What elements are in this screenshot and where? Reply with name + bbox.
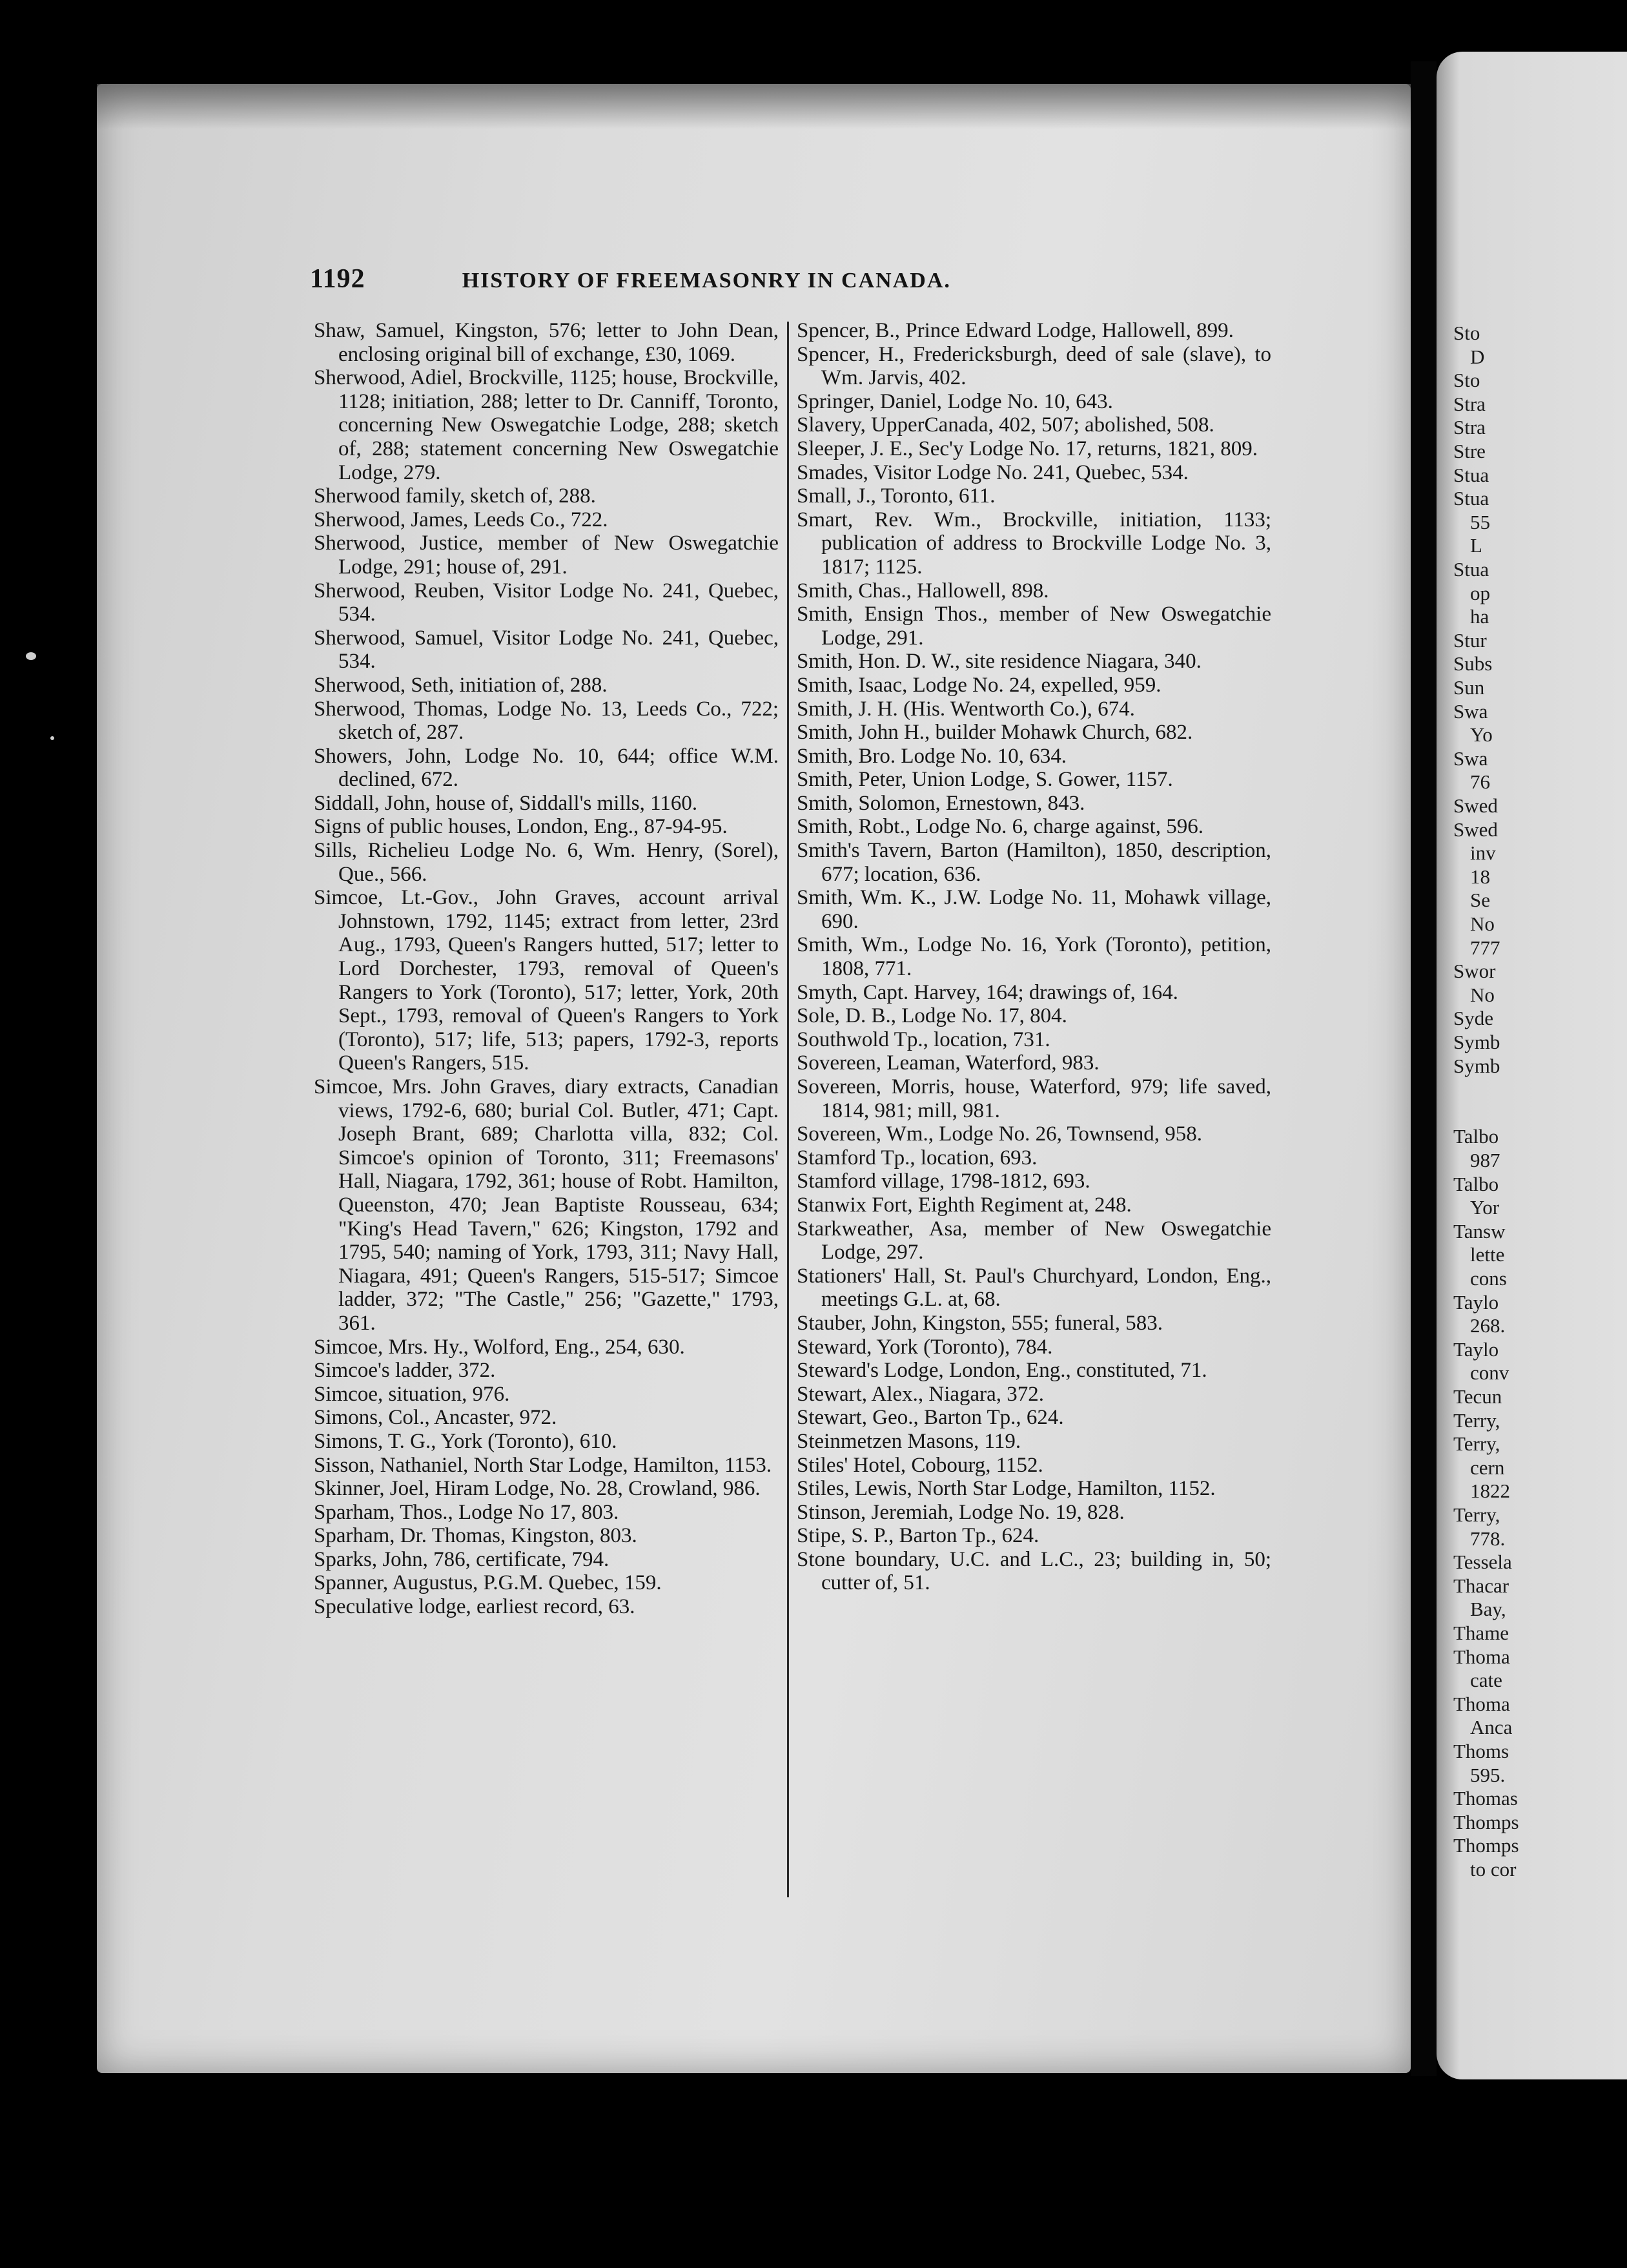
facing-page-fragment: Terry,: [1453, 1503, 1500, 1526]
facing-page-fragment: cons: [1470, 1267, 1507, 1290]
page-number: 1192: [310, 264, 365, 294]
index-entry: Stauber, John, Kingston, 555; funeral, 583.: [797, 1311, 1163, 1335]
index-entry: Smith, Wm., Lodge No. 16, York (Toronto), petition, 1808, 771.: [797, 933, 1271, 981]
index-entry: Simons, Col., Ancaster, 972.: [314, 1406, 557, 1430]
book-gutter: [1411, 61, 1437, 2076]
facing-page-fragment: Talbo: [1453, 1125, 1499, 1148]
facing-page-fragment: Swa: [1453, 747, 1488, 770]
index-entry: Smith, Solomon, Ernestown, 843.: [797, 791, 1085, 815]
facing-page-fragment: Stua: [1453, 558, 1489, 581]
facing-page-fragment: 76: [1470, 770, 1490, 794]
facing-page-fragment: Symb: [1453, 1031, 1500, 1053]
index-entry: Simons, T. G., York (Toronto), 610.: [314, 1429, 617, 1453]
index-entry: Sills, Richelieu Lodge No. 6, Wm. Henry, (Sorel), Que., 566.: [314, 839, 779, 886]
index-entry: Sisson, Nathaniel, North Star Lodge, Hamilton, 1153.: [314, 1453, 772, 1477]
facing-page-fragment: Thoma: [1453, 1692, 1510, 1715]
index-entry: Sole, D. B., Lodge No. 17, 804.: [797, 1004, 1067, 1028]
index-entry: Smith, Bro. Lodge No. 10, 634.: [797, 744, 1067, 768]
index-entry: Smart, Rev. Wm., Brockville, initiation, 1133; publication of address to Brockville Lodge No. 3, 1817; 1125.: [797, 508, 1271, 579]
facing-page-fragment: Tansw: [1453, 1219, 1506, 1242]
index-entry: Slavery, UpperCanada, 402, 507; abolished, 508.: [797, 413, 1214, 437]
facing-page-fragment: 987: [1470, 1149, 1500, 1171]
index-entry: Spanner, Augustus, P.G.M. Quebec, 159.: [314, 1571, 662, 1595]
index-entry: Stamford Tp., location, 693.: [797, 1146, 1038, 1170]
facing-page-fragment: Taylo: [1453, 1337, 1499, 1361]
index-entry: Smith, Peter, Union Lodge, S. Gower, 1157.: [797, 768, 1173, 792]
facing-page-fragment: Syde: [1453, 1007, 1493, 1030]
facing-page-fragment: 777: [1470, 936, 1500, 959]
index-entry: Stiles, Lewis, North Star Lodge, Hamilton, 1152.: [797, 1477, 1216, 1501]
index-entry: Sherwood, James, Leeds Co., 722.: [314, 508, 608, 531]
index-entry: Siddall, John, house of, Siddall's mills, 1160.: [314, 791, 698, 815]
facing-page-fragment: 778.: [1470, 1527, 1506, 1550]
index-entry: Steward, York (Toronto), 784.: [797, 1335, 1053, 1359]
scan-speck: [26, 652, 36, 660]
facing-page-fragment: D: [1470, 345, 1485, 368]
index-entry: Stipe, S. P., Barton Tp., 624.: [797, 1524, 1039, 1548]
facing-page-fragment: Subs: [1453, 652, 1493, 675]
facing-page-fragment: L: [1470, 534, 1482, 557]
index-entry: Stone boundary, U.C. and L.C., 23; building in, 50; cutter of, 51.: [797, 1547, 1271, 1595]
index-entry: Sovereen, Wm., Lodge No. 26, Townsend, 958.: [797, 1122, 1202, 1146]
index-entry: Smith, Wm. K., J.W. Lodge No. 11, Mohawk village, 690.: [797, 886, 1271, 933]
index-entry: Southwold Tp., location, 731.: [797, 1027, 1050, 1051]
facing-page-fragment: 18: [1470, 865, 1490, 888]
facing-page-fragment: Swor: [1453, 960, 1496, 983]
index-entry: Sleeper, J. E., Sec'y Lodge No. 17, returns, 1821, 809.: [797, 437, 1258, 460]
index-entry: Simcoe, Mrs. Hy., Wolford, Eng., 254, 630.: [314, 1335, 685, 1359]
facing-page-fragment: Tessela: [1453, 1551, 1512, 1574]
facing-page-fragment: 55: [1470, 510, 1490, 533]
facing-page-fragment: Talbo: [1453, 1172, 1499, 1195]
facing-page-fragment: Thomas: [1453, 1787, 1518, 1810]
index-entry: Stationers' Hall, St. Paul's Churchyard, London, Eng., meetings G.L. at, 68.: [797, 1264, 1271, 1312]
index-entry: Simcoe, Mrs. John Graves, diary extracts, Canadian views, 1792-6, 680; burial Col. Butler, 471; Capt. Joseph Brant, 689; Charlotta villa, 832; Col. Simcoe's opinion of Toronto, 311; Freemasons' Hall, Niagara, 1792, 361; house of Robt. Hamilton, Queenston, 470; Jean Baptiste Rousseau, 634; "King's Head Tavern," 626; Kingston, 1792 and 1795, 540; naming of York, 1793, 311; Navy Hall, Niagara, 491; Queen's Rangers, 515-517; Simcoe ladder, 372; "The Castle," 256; "Gazette," 1793, 361.: [314, 1075, 779, 1335]
facing-page-fragment: Sun: [1453, 676, 1485, 699]
index-entry: Smyth, Capt. Harvey, 164; drawings of, 164.: [797, 980, 1178, 1004]
facing-page-fragment: Thomps: [1453, 1810, 1519, 1833]
index-entry: Smith, Ensign Thos., member of New Oswegatchie Lodge, 291.: [797, 603, 1271, 650]
facing-page-fragment: 1822: [1470, 1479, 1510, 1503]
facing-page-fragment: Swed: [1453, 794, 1498, 817]
index-entry: Stiles' Hotel, Cobourg, 1152.: [797, 1453, 1043, 1477]
facing-page-fragment: to cor: [1470, 1858, 1517, 1881]
index-entry: Smith, Chas., Hallowell, 898.: [797, 579, 1049, 603]
facing-page-fragment: Tecun: [1453, 1385, 1502, 1408]
index-entry: Stanwix Fort, Eighth Regiment at, 248.: [797, 1193, 1132, 1217]
index-entry: Smith, Hon. D. W., site residence Niagara, 340.: [797, 650, 1202, 674]
index-column-right: [797, 319, 1271, 1595]
index-entry: Sherwood, Samuel, Visitor Lodge No. 241, Quebec, 534.: [314, 626, 779, 674]
index-entry: Stewart, Alex., Niagara, 372.: [797, 1382, 1045, 1406]
facing-page-fragment: Se: [1470, 889, 1490, 912]
facing-page-fragment: Terry,: [1453, 1432, 1500, 1456]
running-head: [310, 263, 1059, 294]
facing-page-fragment: Swed: [1453, 818, 1498, 841]
facing-page-fragment: Stra: [1453, 416, 1486, 439]
index-entry: Smith, Robt., Lodge No. 6, charge against, 596.: [797, 815, 1203, 839]
index-entry: Showers, John, Lodge No. 10, 644; office W.M. declined, 672.: [314, 744, 779, 792]
index-entry: Simcoe, Lt.-Gov., John Graves, account arrival Johnstown, 1792, 1145; extract from letter, 23rd Aug., 1793, Queen's Rangers hutted, 517; letter to Lord Dorchester, 1793, removal of Queen's Rangers to York (Toronto), 517; letter, York, 20th Sept., 1793, removal of Queen's Rangers to York (Toronto), 517; life, 513; papers, 1792-3, reports Queen's Rangers, 515.: [314, 886, 779, 1075]
facing-page-edge: [1437, 52, 1627, 2079]
facing-page-fragment: Sto: [1453, 322, 1480, 344]
facing-page-fragment: Stua: [1453, 487, 1489, 510]
facing-page-fragment: cern: [1470, 1456, 1505, 1479]
facing-page-fragment: ha: [1470, 605, 1489, 628]
index-entry: Steinmetzen Masons, 119.: [797, 1429, 1021, 1453]
index-entry: Sparham, Dr. Thomas, Kingston, 803.: [314, 1524, 637, 1548]
index-entry: Sparham, Thos., Lodge No 17, 803.: [314, 1500, 619, 1524]
scan-speck: [50, 736, 54, 740]
index-entry: Simcoe's ladder, 372.: [314, 1359, 496, 1383]
facing-page-fragment: Stur: [1453, 628, 1487, 652]
index-entry: Sherwood, Justice, member of New Oswegatchie Lodge, 291; house of, 291.: [314, 531, 779, 579]
index-entry: Sherwood, Seth, initiation of, 288.: [314, 673, 608, 697]
facing-page-fragment: Thoma: [1453, 1645, 1510, 1668]
facing-page-fragment: No: [1470, 983, 1495, 1006]
index-entry: Smith, Isaac, Lodge No. 24, expelled, 959.: [797, 673, 1161, 697]
index-entry: Smades, Visitor Lodge No. 241, Quebec, 534.: [797, 460, 1189, 484]
index-entry: Spencer, B., Prince Edward Lodge, Hallowell, 899.: [797, 319, 1234, 342]
index-entry: Shaw, Samuel, Kingston, 576; letter to John Dean, enclosing original bill of exchange, £30, 1069.: [314, 319, 779, 366]
index-entry: Sherwood family, sketch of, 288.: [314, 484, 596, 508]
index-entry: Stinson, Jeremiah, Lodge No. 19, 828.: [797, 1500, 1125, 1524]
facing-page-fragment: op: [1470, 581, 1490, 604]
page-shadow: [97, 84, 1411, 129]
facing-page-fragment: Sto: [1453, 369, 1480, 392]
facing-page-fragment: Stre: [1453, 440, 1486, 462]
index-entry: Steward's Lodge, London, Eng., constituted, 71.: [797, 1359, 1207, 1383]
facing-page-fragment: Yor: [1470, 1196, 1500, 1219]
facing-page-fragment: Thame: [1453, 1622, 1509, 1644]
facing-page-fragment: cate: [1470, 1669, 1502, 1692]
index-entry: Sovereen, Leaman, Waterford, 983.: [797, 1051, 1100, 1075]
facing-page-fragment: Swa: [1453, 699, 1488, 723]
index-entry: Speculative lodge, earliest record, 63.: [314, 1595, 635, 1619]
facing-page-fragment: Stua: [1453, 463, 1489, 486]
index-entry: Spencer, H., Fredericksburgh, deed of sale (slave), to Wm. Jarvis, 402.: [797, 342, 1271, 390]
index-entry: Sovereen, Morris, house, Waterford, 979; life saved, 1814, 981; mill, 981.: [797, 1075, 1271, 1122]
index-entry: Simcoe, situation, 976.: [314, 1382, 510, 1406]
facing-page-fragment: Taylo: [1453, 1290, 1499, 1314]
facing-page-fragment: No: [1470, 912, 1495, 935]
index-entry: Small, J., Toronto, 611.: [797, 484, 996, 508]
facing-page-fragment: Thomps: [1453, 1834, 1519, 1857]
index-entry: Sherwood, Thomas, Lodge No. 13, Leeds Co., 722; sketch of, 287.: [314, 697, 779, 745]
index-entry: Smith's Tavern, Barton (Hamilton), 1850, description, 677; location, 636.: [797, 839, 1271, 886]
facing-page-fragment: Symb: [1453, 1054, 1500, 1077]
index-entry: Sherwood, Adiel, Brockville, 1125; house, Brockville, 1128; initiation, 288; letter to Dr. Canniff, Toronto, concerning New Oswegatchie Lodge, 288; sketch of, 288; statement concerning New Oswegatchie Lodge, 279.: [314, 366, 779, 484]
book-title: HISTORY OF FREEMASONRY IN CANADA.: [462, 269, 951, 293]
index-column-left: [314, 319, 779, 1619]
index-entry: Signs of public houses, London, Eng., 87-94-95.: [314, 815, 728, 839]
index-entry: Starkweather, Asa, member of New Oswegatchie Lodge, 297.: [797, 1217, 1271, 1264]
facing-page-fragment: Yo: [1470, 723, 1493, 747]
index-entry: Springer, Daniel, Lodge No. 10, 643.: [797, 389, 1113, 413]
facing-page-fragment: inv: [1470, 841, 1496, 865]
index-entry: Smith, John H., builder Mohawk Church, 682.: [797, 721, 1193, 745]
index-entry: Sherwood, Reuben, Visitor Lodge No. 241, Quebec, 534.: [314, 579, 779, 626]
column-rule: [787, 322, 789, 1897]
facing-page-fragment: Thoms: [1453, 1740, 1509, 1762]
facing-page-fragment: Thacar: [1453, 1574, 1509, 1597]
index-entry: Stewart, Geo., Barton Tp., 624.: [797, 1406, 1064, 1430]
facing-page-fragment: Stra: [1453, 392, 1486, 415]
facing-page-fragment: Bay,: [1470, 1598, 1506, 1621]
facing-page-fragment: Terry,: [1453, 1408, 1500, 1432]
index-entry: Smith, J. H. (His. Wentworth Co.), 674.: [797, 697, 1135, 721]
facing-page-fragment: Anca: [1470, 1716, 1513, 1739]
index-entry: Stamford village, 1798-1812, 693.: [797, 1170, 1090, 1193]
facing-page-fragment: lette: [1470, 1243, 1505, 1266]
index-entry: Sparks, John, 786, certificate, 794.: [314, 1547, 609, 1571]
index-entry: Skinner, Joel, Hiram Lodge, No. 28, Crowland, 986.: [314, 1477, 761, 1501]
facing-page-fragment: 595.: [1470, 1763, 1506, 1786]
facing-page-fragment: 268.: [1470, 1314, 1506, 1337]
facing-page-fragment: conv: [1470, 1361, 1509, 1385]
